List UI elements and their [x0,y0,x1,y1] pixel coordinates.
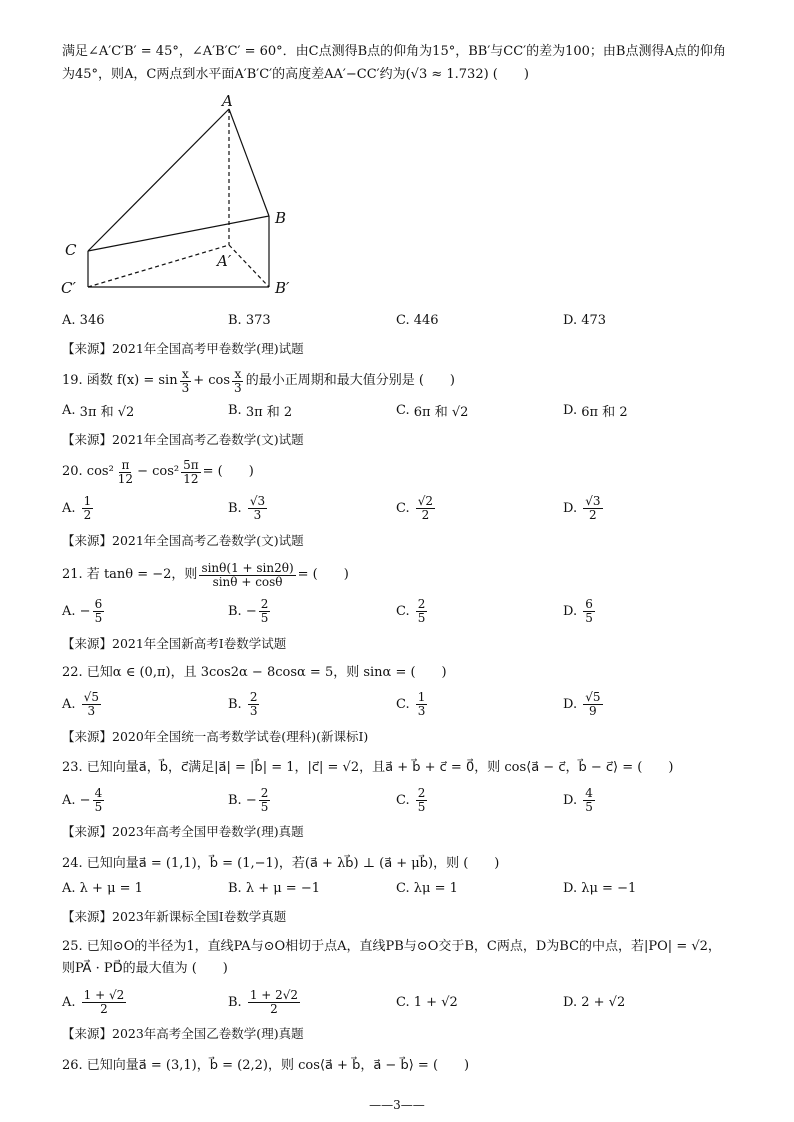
q21-source: 【来源】2021年全国新高考Ⅰ卷数学试题 [62,636,287,651]
edge-CA [88,109,229,251]
q18-option-b: B. 373 [228,312,271,328]
q25-option-d: D. 2 + √2 [563,994,626,1010]
q26-stem: 26. 已知向量a⃗ = (3,1)，b⃗ = (2,2)，则 cos⟨a⃗ + b⃗，a⃗ − b⃗⟩ = ( ) [62,1058,470,1073]
label-A-prime: A′ [217,252,232,270]
q22-option-d: D. $\frac{√5}{9}$ [563,689,601,718]
q25-option-a: A. $\frac{1 + √2}{2}$ [62,987,125,1016]
q25-stem-line2: 则PA⃗ · PD⃗的最大值为 ( ) [62,961,228,976]
edge-A1B1-dashed [229,245,269,287]
q18-source: 【来源】2021年全国高考甲卷数学(理)试题 [62,341,304,356]
q20-stem: 20. cos² $\frac{\pi}{12}$ − cos² $\frac{5\pi}{12}$ = ( ) [62,457,254,486]
page-number: ——3—— [369,1098,425,1112]
q21-options [62,593,762,629]
q19-option-c: C. 6π 和 √2 [396,402,469,420]
q20-options [62,490,762,526]
q24-option-a: A. λ + μ = 1 [62,880,143,896]
edge-AB [229,109,269,216]
q21-option-c: C. $\frac{2}{5}$ [396,596,426,625]
q18-options [62,302,762,338]
label-C: C [65,241,77,259]
q25-source: 【来源】2023年高考全国乙卷数学(理)真题 [62,1026,304,1041]
q19-source: 【来源】2021年全国高考乙卷数学(文)试题 [62,432,304,447]
q18-option-d: D. 473 [563,312,607,328]
q23-option-b: B. − $\frac{2}{5}$ [228,785,269,814]
q18-option-c: C. 446 [396,312,439,328]
q23-source: 【来源】2023年高考全国甲卷数学(理)真题 [62,824,304,839]
q19-option-d: D. 6π 和 2 [563,402,628,420]
q25-stem-line1: 25. 已知⊙O的半径为1，直线PA与⊙O相切于点A，直线PB与⊙O交于B，C两点，D为BC的中点，若|PO| = √2， [62,939,721,954]
q25-option-c: C. 1 + √2 [396,994,458,1010]
q20-option-a: A. $\frac{1}{2}$ [62,493,92,522]
q23-option-d: D. $\frac{4}{5}$ [563,785,593,814]
label-B: B [275,209,287,227]
q22-option-a: A. $\frac{√5}{3}$ [62,689,99,718]
q19-options [62,392,762,428]
q18-option-a: A. 346 [62,312,105,328]
edge-CB [88,216,269,251]
q18-stem-line1: 满足∠A′C′B′ = 45°，∠A′B′C′ = 60°．由C点测得B点的仰角为15°，BB′与CC′的差为100；由B点测得A点的仰角 [62,44,726,59]
q25-option-b: B. $\frac{1 + 2√2}{2}$ [228,987,299,1016]
q22-option-c: C. $\frac{1}{3}$ [396,689,426,718]
q25-options [62,984,762,1020]
q22-option-b: B. $\frac{2}{3}$ [228,689,258,718]
q22-options [62,686,762,722]
q20-option-b: B. $\frac{√3}{3}$ [228,493,266,522]
label-A: A [222,92,233,110]
q24-stem: 24. 已知向量a⃗ = (1,1)，b⃗ = (1,−1)，若(a⃗ + λb⃗) ⊥ (a⃗ + μb⃗)，则 ( ) [62,856,500,871]
q24-options [62,875,762,901]
q21-option-b: B. − $\frac{2}{5}$ [228,596,269,625]
q18-stem-line2: 为45°，则A，C两点到水平面A′B′C′的高度差AA′−CC′约为(√3 ≈ 1.732) ( ) [62,67,529,82]
q20-option-c: C. $\frac{√2}{2}$ [396,493,434,522]
q23-option-a: A. − $\frac{4}{5}$ [62,785,103,814]
q22-stem: 22. 已知α ∈ (0,π)，且 3cos2α − 8cosα = 5，则 sinα = ( ) [62,665,447,680]
q22-source: 【来源】2020年全国统一高考数学试卷(理科)(新课标Ⅰ) [62,729,369,744]
q20-source: 【来源】2021年全国高考乙卷数学(文)试题 [62,533,304,548]
q23-options [62,782,762,818]
q19-stem: 19. 函数 f(x) = sin $\frac{x}{3}$ + cos $\frac{x}{3}$ 的最小正周期和最大值分别是 ( ) [62,366,455,395]
q21-stem: 21. 若 tanθ = −2，则 $\frac{\sin\theta(1 + \sin 2\theta)}{\sin\theta + \cos\theta}$ = ( ) [62,560,349,589]
q20-option-d: D. $\frac{√3}{2}$ [563,493,601,522]
label-C-prime: C′ [61,279,76,297]
q24-option-d: D. λμ = −1 [563,880,637,896]
q23-option-c: C. $\frac{2}{5}$ [396,785,426,814]
q21-option-d: D. $\frac{6}{5}$ [563,596,593,625]
geometry-figure [55,90,315,302]
edge-C1A1-dashed [88,245,229,287]
label-B-prime: B′ [275,279,290,297]
q24-source: 【来源】2023年新课标全国Ⅰ卷数学真题 [62,909,287,924]
q24-option-c: C. λμ = 1 [396,880,458,896]
q19-option-b: B. 3π 和 2 [228,402,293,420]
q24-option-b: B. λ + μ = −1 [228,880,320,896]
q21-option-a: A. − $\frac{6}{5}$ [62,596,103,625]
q23-stem: 23. 已知向量a⃗，b⃗，c⃗满足|a⃗| = |b⃗| = 1，|c⃗| = √2，且a⃗ + b⃗ + c⃗ = 0⃗，则 cos⟨a⃗ − c⃗，b⃗ − c⃗⟩ = ( ) [62,760,674,775]
q19-option-a: A. 3π 和 √2 [62,402,135,420]
